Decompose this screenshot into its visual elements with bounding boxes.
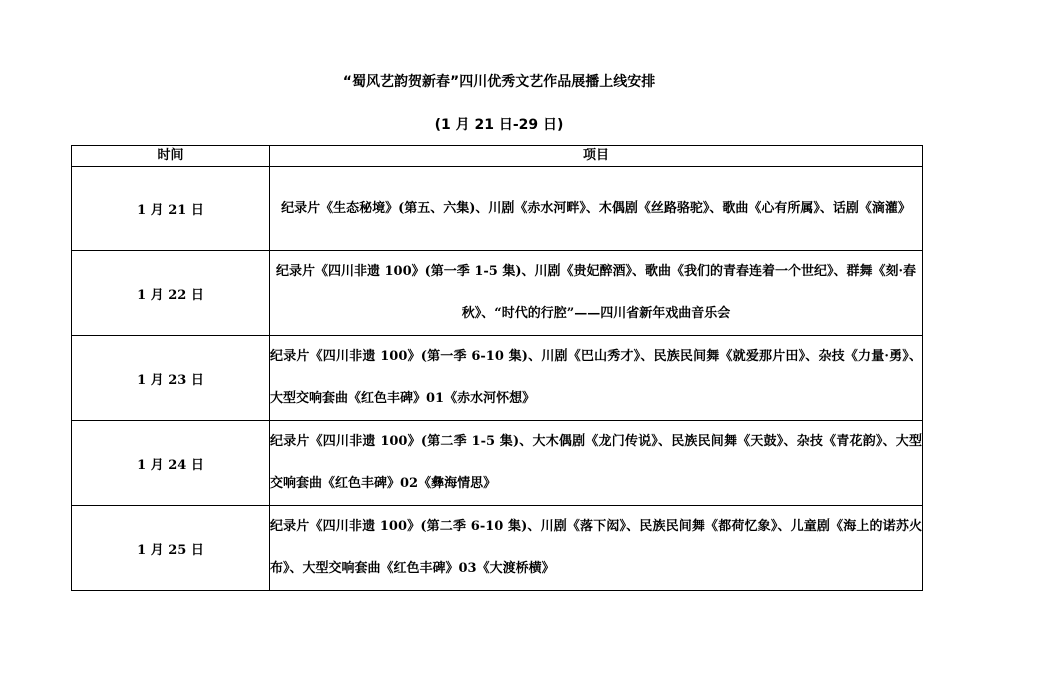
table-header-row (72, 146, 923, 167)
row-items: 纪录片《四川非遗 100》(第一季 1-5 集)、川剧《贵妃醉酒》、歌曲《我们的青春连着一个世纪》、群舞《刻·春秋》、“时代的行腔”——四川省新年戏曲音乐会 (270, 251, 923, 336)
table-row (72, 506, 923, 591)
table-row (72, 251, 923, 336)
document-subtitle: (1 月 21 日-29 日) (434, 117, 564, 133)
row-items: 纪录片《四川非遗 100》(第一季 6-10 集)、川剧《巴山秀才》、民族民间舞《就爱那片田》、杂技《力量·勇》、大型交响套曲《红色丰碑》01《赤水河怀想》 (270, 336, 923, 421)
row-date: 1 月 22 日 (72, 251, 270, 336)
row-items: 纪录片《四川非遗 100》(第二季 1-5 集)、大木偶剧《龙门传说》、民族民间舞《天鼓》、杂技《青花韵》、大型交响套曲《红色丰碑》02《彝海情思》 (270, 421, 923, 506)
table-row (72, 421, 923, 506)
header-item: 项目 (270, 146, 923, 167)
row-date: 1 月 23 日 (72, 336, 270, 421)
row-date: 1 月 25 日 (72, 506, 270, 591)
document-title: “蜀风艺韵贺新春”四川优秀文艺作品展播上线安排 (342, 74, 656, 90)
row-date: 1 月 24 日 (72, 421, 270, 506)
table-row (72, 167, 923, 251)
header-time: 时间 (72, 146, 270, 167)
row-items: 纪录片《生态秘境》(第五、六集)、川剧《赤水河畔》、木偶剧《丝路骆驼》、歌曲《心有所属》、话剧《滴灌》 (270, 167, 923, 251)
table-row (72, 336, 923, 421)
row-items: 纪录片《四川非遗 100》(第二季 6-10 集)、川剧《落下闳》、民族民间舞《都荷忆象》、儿童剧《海上的诺苏火布》、大型交响套曲《红色丰碑》03《大渡桥横》 (270, 506, 923, 591)
row-date: 1 月 21 日 (72, 167, 270, 251)
schedule-table (71, 145, 923, 591)
